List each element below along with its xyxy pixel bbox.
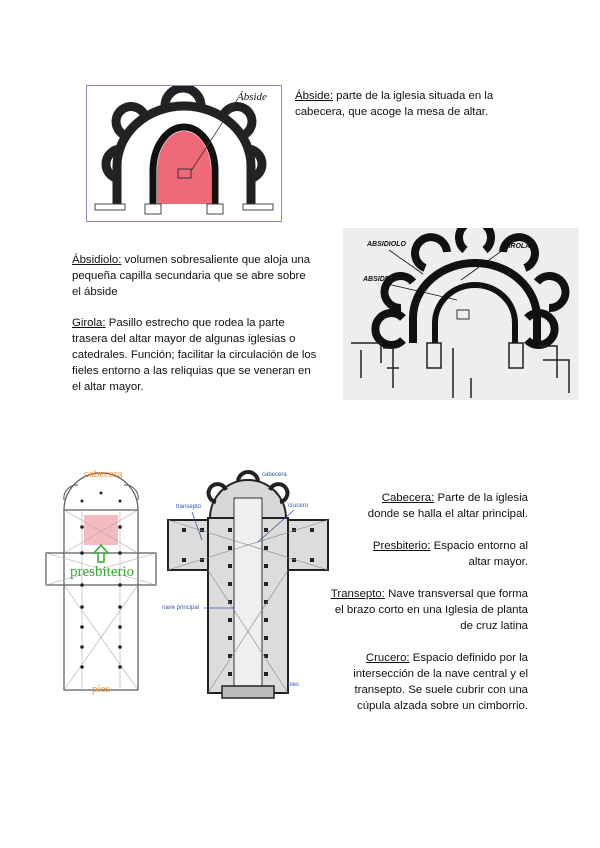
figure-abside-plan: [86, 85, 282, 222]
text-absidiolo: volumen sobresaliente que aloja una pequeña capilla secundaria que se abre sobre el ábside: [72, 254, 311, 298]
text-cabecera: Parte de la iglesia donde se halla el altar principal.: [367, 492, 528, 520]
definition-presbiterio: [350, 538, 528, 570]
figure-presbiterio-plan: [42, 465, 160, 697]
label-abside: ABSIDE: [363, 276, 390, 283]
label-presbiterio: presbiterio: [70, 564, 135, 580]
label-cabecera-fig4: cabecera: [262, 472, 287, 478]
definition-transepto: [330, 586, 528, 634]
text-presbiterio: Espacio entorno al altar mayor.: [430, 540, 528, 568]
term-crucero: Crucero:: [365, 652, 410, 664]
label-crucero: crucero: [288, 503, 309, 509]
term-presbiterio: Presbiterio:: [372, 540, 431, 552]
figure-cathedral-plan: [162, 468, 332, 700]
text-crucero: Espacio definido por la intersección de la nave central y el transepto. Se suele cubrir con una cúpula alzada sobre un cimborrio.: [353, 652, 528, 712]
term-abside: Ábside:: [295, 90, 333, 102]
figure-girola-plan: [343, 228, 579, 400]
label-girola: GIROLA: [503, 243, 531, 250]
text-abside: parte de la iglesia situada en la cabecera, que acoge la mesa de altar.: [295, 90, 494, 118]
label-pies-fig4: pies: [288, 682, 300, 688]
label-pies-fig3: pies: [92, 683, 110, 695]
definition-absidiolo: [72, 252, 317, 300]
text-transepto: Nave transversal que forma el brazo corto en una Iglesia de planta de cruz latina: [334, 588, 528, 632]
term-girola: Girola:: [72, 317, 106, 329]
abside-figure-label: Ábside: [237, 91, 267, 103]
definition-girola: [72, 315, 317, 395]
definition-crucero: [320, 650, 528, 714]
label-absidiolo: ABSIDIOLO: [367, 241, 406, 248]
term-absidiolo: Ábsidiolo:: [72, 254, 122, 266]
label-nave-principal: nave principal: [162, 605, 200, 611]
term-transepto: Transepto:: [330, 588, 385, 600]
label-cabecera-fig3: cabecera: [84, 468, 123, 480]
label-transepto: transepto: [176, 504, 202, 510]
term-cabecera: Cabecera:: [381, 492, 435, 504]
definition-abside: [295, 88, 510, 120]
text-girola: Pasillo estrecho que rodea la parte trasera del altar mayor de algunas iglesias o catedrales. Función; facilitar la circulación de los fieles entorno a las reliquias que se veneran en el altar mayor.: [72, 317, 317, 393]
definition-cabecera: [350, 490, 528, 522]
